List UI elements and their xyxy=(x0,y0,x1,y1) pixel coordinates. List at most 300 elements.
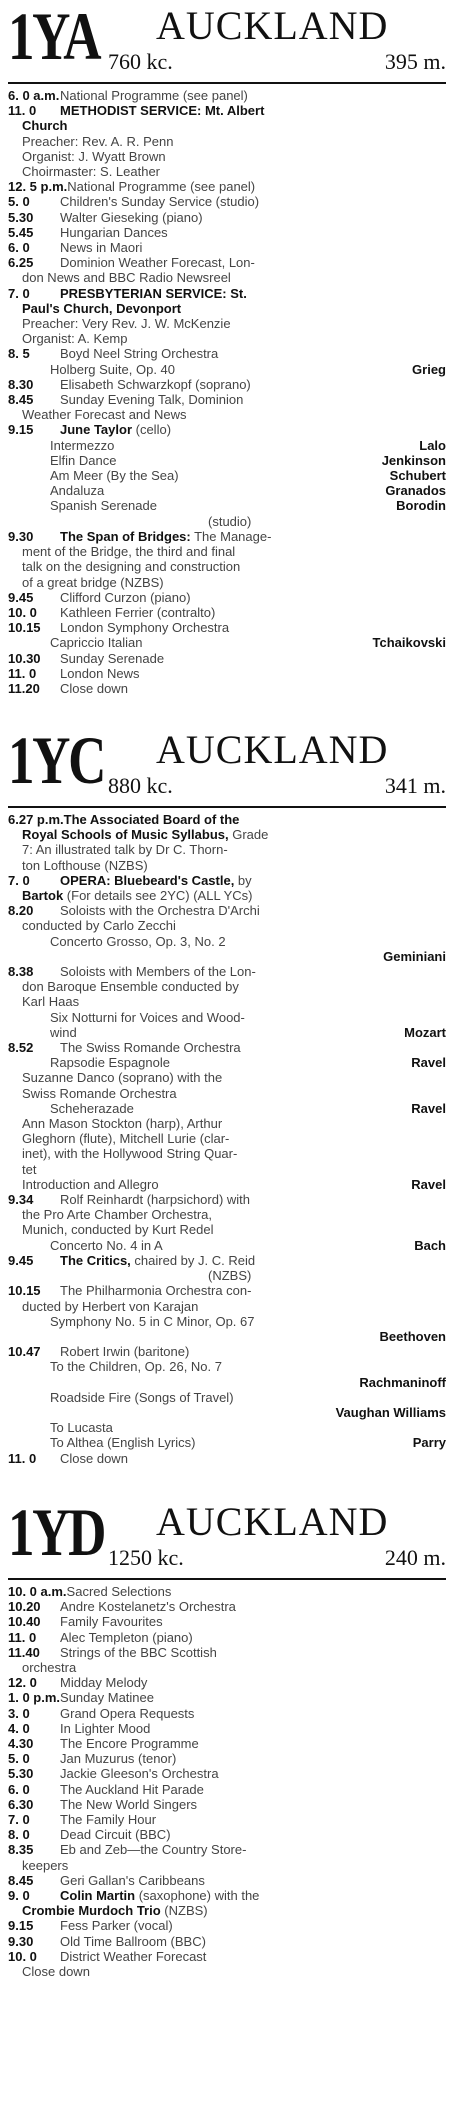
programme-detail: Intermezzo xyxy=(50,437,115,453)
programme-time: 10.47 xyxy=(8,1344,41,1360)
programme-detail: Walter Gieseking (piano) xyxy=(60,209,203,225)
composer-name: Jenkinson xyxy=(381,452,446,468)
programme-line-text xyxy=(8,979,239,994)
composer-name: Granados xyxy=(385,483,446,499)
programme-line xyxy=(8,1812,446,1827)
station-header xyxy=(8,722,446,808)
station-wavelength: 341 m. xyxy=(384,773,446,798)
programme-line xyxy=(8,1359,446,1374)
programme-detail: Eb and Zeb—the Country Store- xyxy=(60,1842,247,1858)
programme-detail: Preacher: Rev. A. R. Penn xyxy=(22,133,174,149)
programme-detail: The Auckland Hit Parade xyxy=(60,1781,204,1797)
programme-line xyxy=(8,1645,446,1660)
programme-line-text xyxy=(8,438,114,453)
programme-title: Paul's Church, Devonport xyxy=(22,300,182,316)
programme-line-text xyxy=(8,134,174,149)
programme-detail: Spanish Serenade xyxy=(50,498,157,514)
programme-line-text xyxy=(8,827,268,842)
programme-line xyxy=(8,514,446,529)
programme-line xyxy=(8,949,446,964)
programme-detail: 7: An illustrated talk by Dr C. Thorn- xyxy=(22,842,228,858)
station-city: AUCKLAND xyxy=(156,3,389,48)
programme-line-text xyxy=(8,529,271,544)
programme-line xyxy=(8,1375,446,1390)
programme-line xyxy=(8,590,446,605)
programme-detail: Hungarian Dances xyxy=(60,224,168,240)
programme-line xyxy=(8,362,446,377)
composer-name: Ravel xyxy=(411,1176,446,1192)
programme-line xyxy=(8,453,446,468)
programme-line-text xyxy=(8,164,160,179)
programme-line xyxy=(8,164,446,179)
programme-line xyxy=(8,286,446,301)
programme-line-text xyxy=(8,1949,206,1964)
programme-line xyxy=(8,559,446,574)
station-frequency: 1250 kc. xyxy=(108,1545,184,1570)
programme-line xyxy=(8,1086,446,1101)
programme-line xyxy=(8,1934,446,1949)
programme-title: PRESBYTERIAN SERVICE: St. xyxy=(60,285,247,301)
programme-line xyxy=(8,194,446,209)
programme-detail: London News xyxy=(60,665,140,681)
programme-detail: Introduction and Allegro xyxy=(22,1176,159,1192)
programme-detail: Choirmaster: S. Leather xyxy=(22,164,161,180)
programme-line xyxy=(8,392,446,407)
programme-detail: by xyxy=(234,872,252,888)
programme-line-text xyxy=(8,1040,241,1055)
programme-line xyxy=(8,1390,446,1405)
programme-detail: Organist: A. Kemp xyxy=(22,331,128,347)
programme-line xyxy=(8,103,446,118)
programme-line xyxy=(8,1344,446,1359)
programme-detail: talk on the designing and construction xyxy=(22,559,241,575)
programme-line-text xyxy=(8,1614,163,1629)
programme-title: June Taylor xyxy=(60,422,133,438)
programme-line-text xyxy=(8,1584,171,1599)
programme-detail: Grand Opera Requests xyxy=(60,1705,195,1721)
programme-time: 12. 0 xyxy=(8,1675,37,1691)
programme-line xyxy=(8,888,446,903)
programme-detail: Jackie Gleeson's Orchestra xyxy=(60,1766,219,1782)
programme-line-text xyxy=(8,407,187,422)
composer-name: Schubert xyxy=(389,468,446,484)
programme-line-text xyxy=(8,1314,254,1329)
programme-line xyxy=(8,1146,446,1161)
station-city: AUCKLAND xyxy=(156,727,389,772)
programme-time: 10.20 xyxy=(8,1599,41,1615)
programme-line-text xyxy=(8,1721,150,1736)
composer-name: Parry xyxy=(412,1435,446,1451)
programme-detail: Soloists with the Orchestra D'Archi xyxy=(60,903,260,919)
programme-line xyxy=(8,1660,446,1675)
programme-line xyxy=(8,1964,446,1979)
programme-line xyxy=(8,1162,446,1177)
programme-line xyxy=(8,934,446,949)
programme-time: 4. 0 xyxy=(8,1720,30,1736)
programme-detail: Dominion Weather Forecast, Lon- xyxy=(60,255,255,271)
programme-line-text xyxy=(8,453,116,468)
programme-line-text xyxy=(8,1842,246,1857)
composer-name: Mozart xyxy=(404,1024,446,1040)
programme-detail: To the Children, Op. 26, No. 7 xyxy=(50,1359,222,1375)
programme-line xyxy=(8,118,446,133)
programme-line-text xyxy=(8,1873,205,1888)
programme-detail: Sacred Selections xyxy=(66,1584,172,1599)
programme-line xyxy=(8,1101,446,1116)
programme-detail: (saxophone) with the xyxy=(135,1888,260,1904)
programme-detail: orchestra xyxy=(22,1660,77,1676)
programme-line xyxy=(8,979,446,994)
programme-line-text xyxy=(8,681,128,696)
programme-detail: Munich, conducted by Kurt Redel xyxy=(22,1222,214,1238)
programme-line-text xyxy=(8,240,142,255)
programme-time: 7. 0 xyxy=(8,872,30,888)
programme-line-text xyxy=(8,392,243,407)
programme-line-text xyxy=(8,964,256,979)
programme-line xyxy=(8,1721,446,1736)
programme-time: 10. 0 a.m. xyxy=(8,1584,67,1599)
programme-line xyxy=(8,1070,446,1085)
programme-time: 8.38 xyxy=(8,964,34,980)
programme-time: 10. 0 xyxy=(8,1948,37,1964)
programme-line-text xyxy=(8,651,164,666)
programme-line-text xyxy=(8,225,168,240)
programme-detail: Ann Mason Stockton (harp), Arthur xyxy=(22,1116,223,1132)
programme-line-text xyxy=(8,422,171,437)
programme-time: 10.40 xyxy=(8,1614,41,1630)
programme-detail: conducted by Carlo Zecchi xyxy=(22,918,176,934)
station-1yd-section xyxy=(8,1494,446,1980)
programme-line xyxy=(8,1329,446,1344)
programme-detail: (NZBS) xyxy=(208,1268,252,1284)
programme-line-text xyxy=(8,1736,199,1751)
programme-line-text xyxy=(8,1055,170,1070)
programme-line xyxy=(8,1690,446,1705)
programme-line-text xyxy=(8,1751,176,1766)
programme-detail: Dead Circuit (BBC) xyxy=(60,1827,171,1843)
programme-detail: Strings of the BBC Scottish xyxy=(60,1644,217,1660)
programme-detail: Symphony No. 5 in C Minor, Op. 67 xyxy=(50,1313,255,1329)
programme-line xyxy=(8,134,446,149)
programme-time: 8.52 xyxy=(8,1040,34,1056)
programme-line-text xyxy=(8,873,252,888)
programme-line xyxy=(8,498,446,513)
programme-time: 9.45 xyxy=(8,589,34,605)
programme-line xyxy=(8,240,446,255)
programme-detail: Andaluza xyxy=(50,483,105,499)
programme-line xyxy=(8,620,446,635)
programme-line-text xyxy=(8,179,255,194)
programme-line xyxy=(8,651,446,666)
station-frequency: 880 kc. xyxy=(108,773,173,798)
programme-detail: Clifford Curzon (piano) xyxy=(60,589,191,605)
programme-line xyxy=(8,1797,446,1812)
programme-time: 8.30 xyxy=(8,376,34,392)
programme-detail: Family Favourites xyxy=(60,1614,163,1630)
programme-line-text xyxy=(8,1101,134,1116)
programme-detail: (studio) xyxy=(208,513,252,529)
programme-detail: Close down xyxy=(22,1964,90,1980)
programme-line-text xyxy=(8,1025,77,1040)
programme-time: 5. 0 xyxy=(8,1751,30,1767)
programme-line xyxy=(8,225,446,240)
programme-detail: Karl Haas xyxy=(22,994,80,1010)
programme-detail: To Althea (English Lyrics) xyxy=(50,1435,196,1451)
programme-line xyxy=(8,994,446,1009)
programme-line xyxy=(8,1222,446,1237)
programme-line-text xyxy=(8,1827,171,1842)
programme-line xyxy=(8,1055,446,1070)
programme-line xyxy=(8,1630,446,1645)
composer-name: Grieg xyxy=(412,361,446,377)
programme-line-text xyxy=(8,1070,222,1085)
programme-line xyxy=(8,812,446,827)
station-1yc-section xyxy=(8,722,446,1466)
programme-detail: Sunday Serenade xyxy=(60,650,165,666)
programme-line xyxy=(8,1116,446,1131)
composer-name: Beethoven xyxy=(379,1328,446,1344)
programme-line xyxy=(8,1253,446,1268)
station-wavelength: 395 m. xyxy=(384,49,446,74)
programme-line xyxy=(8,1192,446,1207)
programme-line xyxy=(8,1299,446,1314)
programme-time: 5.30 xyxy=(8,1766,34,1782)
programme-line-text xyxy=(8,1238,163,1253)
programme-line-text xyxy=(8,994,79,1009)
station-1ya-section xyxy=(8,0,446,696)
composer-name: Ravel xyxy=(411,1100,446,1116)
programme-line xyxy=(8,1949,446,1964)
programme-line-text xyxy=(8,1420,113,1435)
programme-line xyxy=(8,827,446,842)
programme-line-text xyxy=(8,590,191,605)
programme-time: 12. 5 p.m. xyxy=(8,179,68,195)
programme-detail: ton Lofthouse (NZBS) xyxy=(22,857,148,873)
programme-time: 5.30 xyxy=(8,209,34,225)
programme-time: 8.45 xyxy=(8,392,34,408)
programme-line xyxy=(8,1918,446,1933)
programme-line xyxy=(8,1599,446,1614)
programme-detail: Holberg Suite, Op. 40 xyxy=(50,361,176,377)
programme-line-text xyxy=(8,286,247,301)
programme-line xyxy=(8,407,446,422)
programme-line xyxy=(8,635,446,650)
programme-line-text xyxy=(8,1359,222,1374)
programme-detail: In Lighter Mood xyxy=(60,1720,151,1736)
programme-time: 3. 0 xyxy=(8,1705,30,1721)
programme-time: 9. 0 xyxy=(8,1888,30,1904)
programme-line xyxy=(8,301,446,316)
programme-time: 9.45 xyxy=(8,1252,34,1268)
programme-time: 7. 0 xyxy=(8,1812,30,1828)
programme-line xyxy=(8,1420,446,1435)
programme-line-text xyxy=(8,1782,204,1797)
programme-line-text xyxy=(8,1858,68,1873)
composer-name: Vaughan Williams xyxy=(335,1404,446,1420)
programme-list xyxy=(8,88,446,696)
programme-line xyxy=(8,1766,446,1781)
programme-line-text xyxy=(8,1268,251,1283)
programme-line-text xyxy=(8,1888,259,1903)
programme-detail: Preacher: Very Rev. J. W. McKenzie xyxy=(22,316,231,332)
programme-detail: Rolf Reinhardt (harpsichord) with xyxy=(60,1192,251,1208)
programme-detail: District Weather Forecast xyxy=(60,1948,207,1964)
programme-detail: Elfin Dance xyxy=(50,452,117,468)
programme-detail: tet xyxy=(22,1161,37,1177)
programme-line xyxy=(8,842,446,857)
programme-line xyxy=(8,1268,446,1283)
programme-line-text xyxy=(8,1964,90,1979)
programme-detail: The Encore Programme xyxy=(60,1736,199,1752)
programme-detail: National Programme (see panel) xyxy=(60,88,248,103)
programme-line-text xyxy=(8,1660,76,1675)
composer-name: Tchaikovski xyxy=(372,635,446,651)
programme-time: 5. 0 xyxy=(8,194,30,210)
programme-line xyxy=(8,1736,446,1751)
programme-time: 8.35 xyxy=(8,1842,34,1858)
programme-detail: don News and BBC Radio Newsreel xyxy=(22,270,231,286)
programme-detail: News in Maori xyxy=(60,240,143,256)
programme-line xyxy=(8,1858,446,1873)
programme-line-text xyxy=(8,1390,234,1405)
programme-detail: Concerto No. 4 in A xyxy=(50,1237,163,1253)
programme-line-text xyxy=(8,88,248,103)
programme-detail: Weather Forecast and News xyxy=(22,407,187,423)
composer-name: Bach xyxy=(414,1237,446,1253)
programme-line-text xyxy=(8,1010,245,1025)
programme-line-text xyxy=(8,1146,237,1161)
programme-line-text xyxy=(8,544,235,559)
programme-line-text xyxy=(8,1451,128,1466)
programme-detail: Grade xyxy=(228,827,269,843)
programme-line-text xyxy=(8,858,148,873)
programme-line xyxy=(8,1010,446,1025)
programme-line xyxy=(8,1827,446,1842)
programme-detail: keepers xyxy=(22,1857,69,1873)
programme-time: 11.20 xyxy=(8,680,40,696)
programme-time: 6.27 p.m. xyxy=(8,812,64,827)
programme-line xyxy=(8,575,446,590)
programme-time: 9.15 xyxy=(8,1918,34,1934)
programme-detail: wind xyxy=(50,1024,77,1040)
programme-line-text xyxy=(8,1903,208,1918)
programme-detail: ducted by Herbert von Karajan xyxy=(22,1298,199,1314)
programme-time: 8. 0 xyxy=(8,1827,30,1843)
programme-detail: chaired by J. C. Reid xyxy=(130,1252,256,1268)
programme-title: Crombie Murdoch Trio xyxy=(22,1903,161,1919)
programme-line xyxy=(8,1131,446,1146)
programme-line-text xyxy=(8,559,240,574)
programme-line xyxy=(8,255,446,270)
programme-line-text xyxy=(8,210,203,225)
programme-detail: Kathleen Ferrier (contralto) xyxy=(60,604,216,620)
composer-name: Lalo xyxy=(419,437,446,453)
programme-line-text xyxy=(8,934,226,949)
programme-line-text xyxy=(8,346,218,361)
programme-time: 8.45 xyxy=(8,1872,34,1888)
programme-detail: ment of the Bridge, the third and final xyxy=(22,544,236,560)
composer-name: Geminiani xyxy=(383,948,446,964)
programme-detail: The Family Hour xyxy=(60,1812,157,1828)
programme-line-text xyxy=(8,255,255,270)
programme-detail: To Lucasta xyxy=(50,1420,113,1436)
programme-line-text xyxy=(8,301,181,316)
programme-line-text xyxy=(8,270,231,285)
programme-line-text xyxy=(8,331,128,346)
programme-line xyxy=(8,1584,446,1599)
programme-line xyxy=(8,964,446,979)
programme-line-text xyxy=(8,1690,154,1705)
programme-line xyxy=(8,681,446,696)
programme-line-text xyxy=(8,1207,212,1222)
programme-time: 9.15 xyxy=(8,422,34,438)
programme-time: 8.20 xyxy=(8,903,34,919)
programme-line-text xyxy=(8,1675,147,1690)
programme-line-text xyxy=(8,1405,50,1420)
programme-detail: The Manage- xyxy=(190,528,272,544)
programme-line-text xyxy=(8,1706,194,1721)
programme-time: 10.30 xyxy=(8,650,41,666)
programme-line xyxy=(8,858,446,873)
programme-line xyxy=(8,331,446,346)
programme-line xyxy=(8,1751,446,1766)
programme-line-text xyxy=(8,888,252,903)
composer-name: Ravel xyxy=(411,1055,446,1071)
programme-line xyxy=(8,1706,446,1721)
programme-line-text xyxy=(8,1177,159,1192)
programme-detail: (cello) xyxy=(132,422,172,438)
station-frequency: 760 kc. xyxy=(108,49,173,74)
station-header xyxy=(8,1494,446,1580)
programme-time: 6. 0 xyxy=(8,1781,30,1797)
programme-detail: Close down xyxy=(60,1450,128,1466)
programme-line xyxy=(8,179,446,194)
programme-line-text xyxy=(8,483,104,498)
programme-title: The Critics, xyxy=(60,1252,131,1268)
programme-line-text xyxy=(8,194,259,209)
programme-line-text xyxy=(8,1192,250,1207)
programme-detail: Rapsodie Espagnole xyxy=(50,1055,170,1071)
programme-line xyxy=(8,1238,446,1253)
programme-line xyxy=(8,422,446,437)
programme-detail: inet), with the Hollywood String Quar- xyxy=(22,1146,238,1162)
programme-line xyxy=(8,1842,446,1857)
programme-detail: Geri Gallan's Caribbeans xyxy=(60,1872,205,1888)
programme-detail: Alec Templeton (piano) xyxy=(60,1629,193,1645)
programme-detail: Fess Parker (vocal) xyxy=(60,1918,173,1934)
programme-detail: Capriccio Italian xyxy=(50,635,143,651)
programme-line xyxy=(8,1207,446,1222)
programme-line-text xyxy=(8,949,50,964)
programme-detail: Sunday Evening Talk, Dominion xyxy=(60,392,244,408)
programme-line xyxy=(8,1903,446,1918)
programme-line-text xyxy=(8,149,166,164)
programme-line-text xyxy=(8,1918,173,1933)
programme-detail: Am Meer (By the Sea) xyxy=(50,468,179,484)
programme-line-text xyxy=(8,514,251,529)
programme-detail: Soloists with Members of the Lon- xyxy=(60,964,256,980)
programme-time: 6.30 xyxy=(8,1796,34,1812)
programme-detail: (NZBS) xyxy=(160,1903,208,1919)
programme-detail: (For details see 2YC) (ALL YCs) xyxy=(63,888,253,904)
programme-line-text xyxy=(8,1599,236,1614)
programme-line-text xyxy=(8,1131,229,1146)
programme-detail: Robert Irwin (baritone) xyxy=(60,1344,190,1360)
programme-line-text xyxy=(8,1812,156,1827)
programme-detail: Swiss Romande Orchestra xyxy=(22,1085,177,1101)
programme-line-text xyxy=(8,103,264,118)
programme-time: 11. 0 xyxy=(8,103,37,119)
